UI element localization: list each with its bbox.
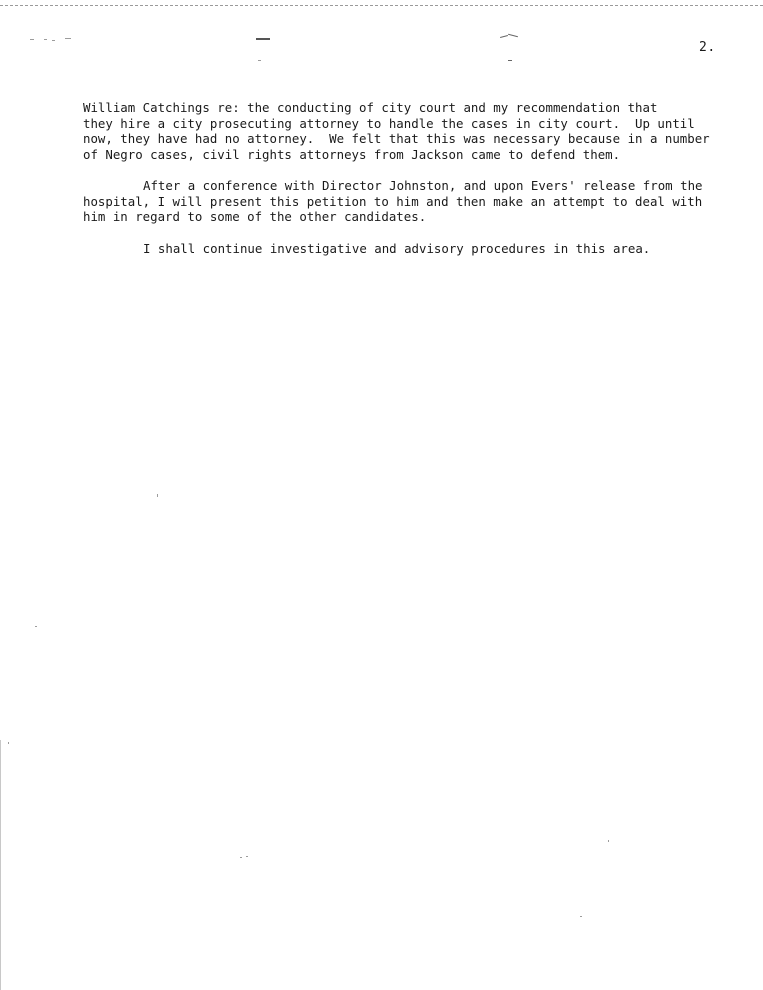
text-line: After a conference with Director Johnston, and upon Evers' release from the (143, 178, 703, 193)
paragraph-closing (83, 241, 743, 257)
scan-speck (580, 916, 582, 917)
text-line: William Catchings re: the conducting of city court and my recommendation that (83, 100, 658, 115)
scan-speck (240, 857, 242, 858)
page-left-edge (0, 740, 1, 990)
page-top-edge (0, 0, 763, 6)
scan-speck (508, 60, 512, 61)
text-line: him in regard to some of the other candidates. (83, 209, 427, 224)
text-line: hospital, I will present this petition to him and then make an attempt to deal with (83, 193, 703, 209)
paragraph-petition (83, 178, 743, 225)
scan-speck (35, 626, 37, 627)
page-number: 2. (699, 40, 716, 55)
scan-speck (65, 38, 71, 39)
scan-speck (157, 494, 158, 497)
scan-speck (508, 34, 518, 38)
text-line: of Negro cases, civil rights attorneys from Jackson came to defend them. (83, 146, 621, 162)
text-line: they hire a city prosecuting attorney to handle the cases in city court. Up until (83, 115, 695, 131)
scan-speck (256, 38, 270, 40)
paragraph-city-court (83, 100, 743, 162)
scan-speck (246, 856, 248, 857)
scan-speck (30, 39, 34, 40)
text-line: I shall continue investigative and advisory procedures in this area. (143, 240, 651, 256)
letter-body (83, 100, 743, 272)
scan-speck (8, 742, 9, 744)
scan-speck (52, 40, 55, 41)
scan-speck (608, 840, 609, 842)
scan-speck (44, 39, 47, 40)
scan-speck (500, 35, 508, 38)
text-line: now, they have had no attorney. We felt that this was necessary because in a number (83, 131, 710, 146)
scan-speck (258, 60, 261, 61)
